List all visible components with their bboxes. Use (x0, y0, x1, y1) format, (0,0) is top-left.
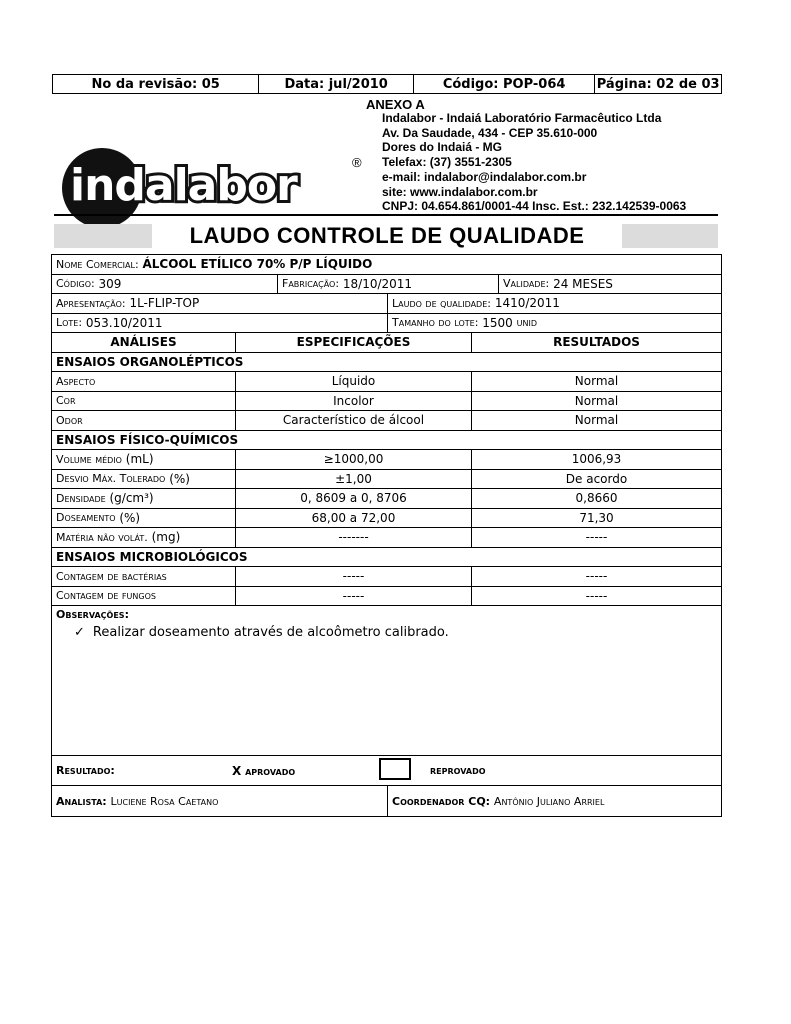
analysis-name: Odor (52, 411, 236, 430)
analysis-result: 71,30 (579, 510, 614, 525)
analysis-result: ----- (585, 530, 608, 545)
lot-size-unit: unid (516, 316, 537, 330)
reject-checkbox[interactable] (379, 758, 411, 780)
company-phone: Telefax: (37) 3551-2305 (382, 155, 512, 170)
analysis-result: De acordo (565, 471, 628, 486)
registered-mark: ® (352, 155, 362, 170)
manufacture-label: Fabricação: (282, 277, 340, 291)
validity-label: Validade: (503, 277, 550, 291)
coordinator-name: Antônio Juliano Arriel (493, 794, 605, 808)
presentation-value: 1L-FLIP-TOP (129, 296, 200, 311)
analysis-result: Normal (574, 374, 619, 389)
code-value: 309 (98, 276, 122, 291)
table-row (52, 528, 721, 548)
analysis-name: Densidade (56, 491, 106, 505)
report-number-label: Laudo de qualidade: (392, 296, 491, 310)
analysis-name: Volume médio (56, 452, 122, 466)
observations-box (52, 606, 721, 756)
analysis-spec: ±1,00 (236, 470, 472, 489)
rejected-label: reprovado (430, 764, 486, 777)
lot-size-value: 1500 (482, 315, 513, 330)
observation-text: Realizar doseamento através de alcoômetro calibrado. (92, 625, 449, 640)
code-label: Código: (56, 277, 95, 291)
analysis-result: Normal (574, 393, 619, 408)
analysis-unit: (%) (169, 471, 190, 486)
analysis-spec: Líquido (236, 372, 472, 391)
column-headers (52, 333, 721, 353)
company-cnpj: CNPJ: 04.654.861/0001-44 Insc. Est.: 232.142539-0063 (382, 199, 687, 214)
result-label: Resultado: (56, 764, 115, 777)
company-site: site: www.indalabor.com.br (382, 184, 538, 199)
analysis-result: ----- (585, 569, 608, 584)
analysis-result: 1006,93 (571, 452, 622, 467)
annex-label: ANEXO A (366, 97, 425, 112)
manufacture-date: 18/10/2011 (342, 276, 413, 291)
table-row (52, 567, 721, 587)
validity-value: 24 MESES (553, 276, 613, 291)
approved-label: aprovado (245, 764, 296, 778)
result-row (52, 756, 721, 786)
analyst-name: Luciene Rosa Caetano (110, 794, 219, 808)
company-name: Indalabor - Indaiá Laboratório Farmacêutico Ltda (382, 111, 662, 125)
analysis-spec: Incolor (236, 392, 472, 411)
analysis-spec: ----- (236, 587, 472, 606)
analysis-spec: 68,00 a 72,00 (236, 509, 472, 528)
lot-label: Lote: (56, 316, 83, 330)
analysis-unit: (mg) (151, 530, 181, 545)
revision-date: Data: jul/2010 (259, 75, 414, 93)
analysis-spec: ≥1000,00 (236, 450, 472, 469)
table-row (52, 392, 721, 412)
report-number-value: 1410/2011 (494, 296, 560, 311)
analysis-spec: 0, 8609 a 0, 8706 (236, 489, 472, 508)
presentation-row (52, 294, 721, 314)
presentation-label: Apresentação: (56, 296, 126, 310)
analysis-result: Normal (574, 413, 619, 428)
analysis-name: Contagem de bactérias (52, 567, 236, 586)
product-name-value: ÁLCOOL ETÍLICO 70% P/P LÍQUIDO (142, 257, 373, 272)
approved-mark: X (232, 763, 242, 778)
analysis-name: Contagem de fungos (52, 587, 236, 606)
analysis-spec: ------- (236, 528, 472, 547)
analysis-name: Aspecto (52, 372, 236, 391)
lot-row (52, 314, 721, 334)
analysis-name: Cor (52, 392, 236, 411)
table-row (52, 411, 721, 431)
analysis-spec: ----- (236, 567, 472, 586)
lot-size-label: Tamanho do lote: (392, 316, 479, 330)
section-organolepticos (52, 353, 721, 373)
table-row (52, 489, 721, 509)
product-name-row (52, 255, 721, 275)
analysis-result: ----- (585, 588, 608, 603)
section-fisico-quimicos (52, 431, 721, 451)
company-email: e-mail: indalabor@indalabor.com.br (382, 169, 587, 184)
checkmark-icon: ✓ (74, 625, 85, 640)
header-rule (54, 214, 718, 216)
page-number: Página: 02 de 03 (596, 76, 720, 92)
analysis-spec: Característico de álcool (236, 411, 472, 430)
analysis-unit: (mL) (125, 452, 154, 467)
col-resultados: RESULTADOS (553, 335, 640, 350)
analysis-name: Doseamento (56, 511, 116, 525)
table-row (52, 450, 721, 470)
product-name-label: Nome Comercial: (56, 257, 139, 271)
lot-value: 053.10/2011 (85, 315, 163, 330)
table-row (52, 470, 721, 490)
analysis-unit: (g/cm³) (109, 491, 154, 506)
section-title: ENSAIOS FÍSICO-QUÍMICOS (56, 432, 239, 447)
product-code-row (52, 275, 721, 295)
analysis-unit: (%) (119, 510, 141, 525)
observations-label: Observações: (56, 608, 129, 621)
indalabor-logo (54, 148, 384, 228)
analysis-name: Desvio Máx. Tolerado (56, 472, 166, 486)
section-title: ENSAIOS MICROBIOLÓGICOS (56, 549, 248, 564)
analysis-name: Matéria não volát. (56, 530, 148, 544)
document-code: Código: POP-064 (414, 75, 595, 93)
logo-wordmark: indalabor (70, 160, 297, 211)
analysis-result: 0,8660 (575, 491, 618, 506)
company-city: Dores do Indaiá - MG (382, 140, 503, 155)
table-row (52, 587, 721, 607)
table-row (52, 509, 721, 529)
coordinator-label: Coordenador CQ: (392, 794, 491, 808)
company-info (382, 111, 686, 214)
revision-number: No da revisão: 05 (53, 75, 259, 93)
section-microbiologicos (52, 548, 721, 568)
col-analises: ANÁLISES (52, 333, 236, 352)
signature-row (52, 786, 721, 816)
quality-report-form (51, 254, 722, 817)
analyst-label: Analista: (56, 794, 107, 808)
document-title: LAUDO CONTROLE DE QUALIDADE (152, 222, 622, 250)
document-header-table (52, 74, 722, 94)
company-address: Av. Da Saudade, 434 - CEP 35.610-000 (382, 125, 598, 140)
section-title: ENSAIOS ORGANOLÉPTICOS (56, 354, 244, 369)
table-row (52, 372, 721, 392)
col-especificacoes: ESPECIFICAÇÕES (236, 333, 472, 352)
